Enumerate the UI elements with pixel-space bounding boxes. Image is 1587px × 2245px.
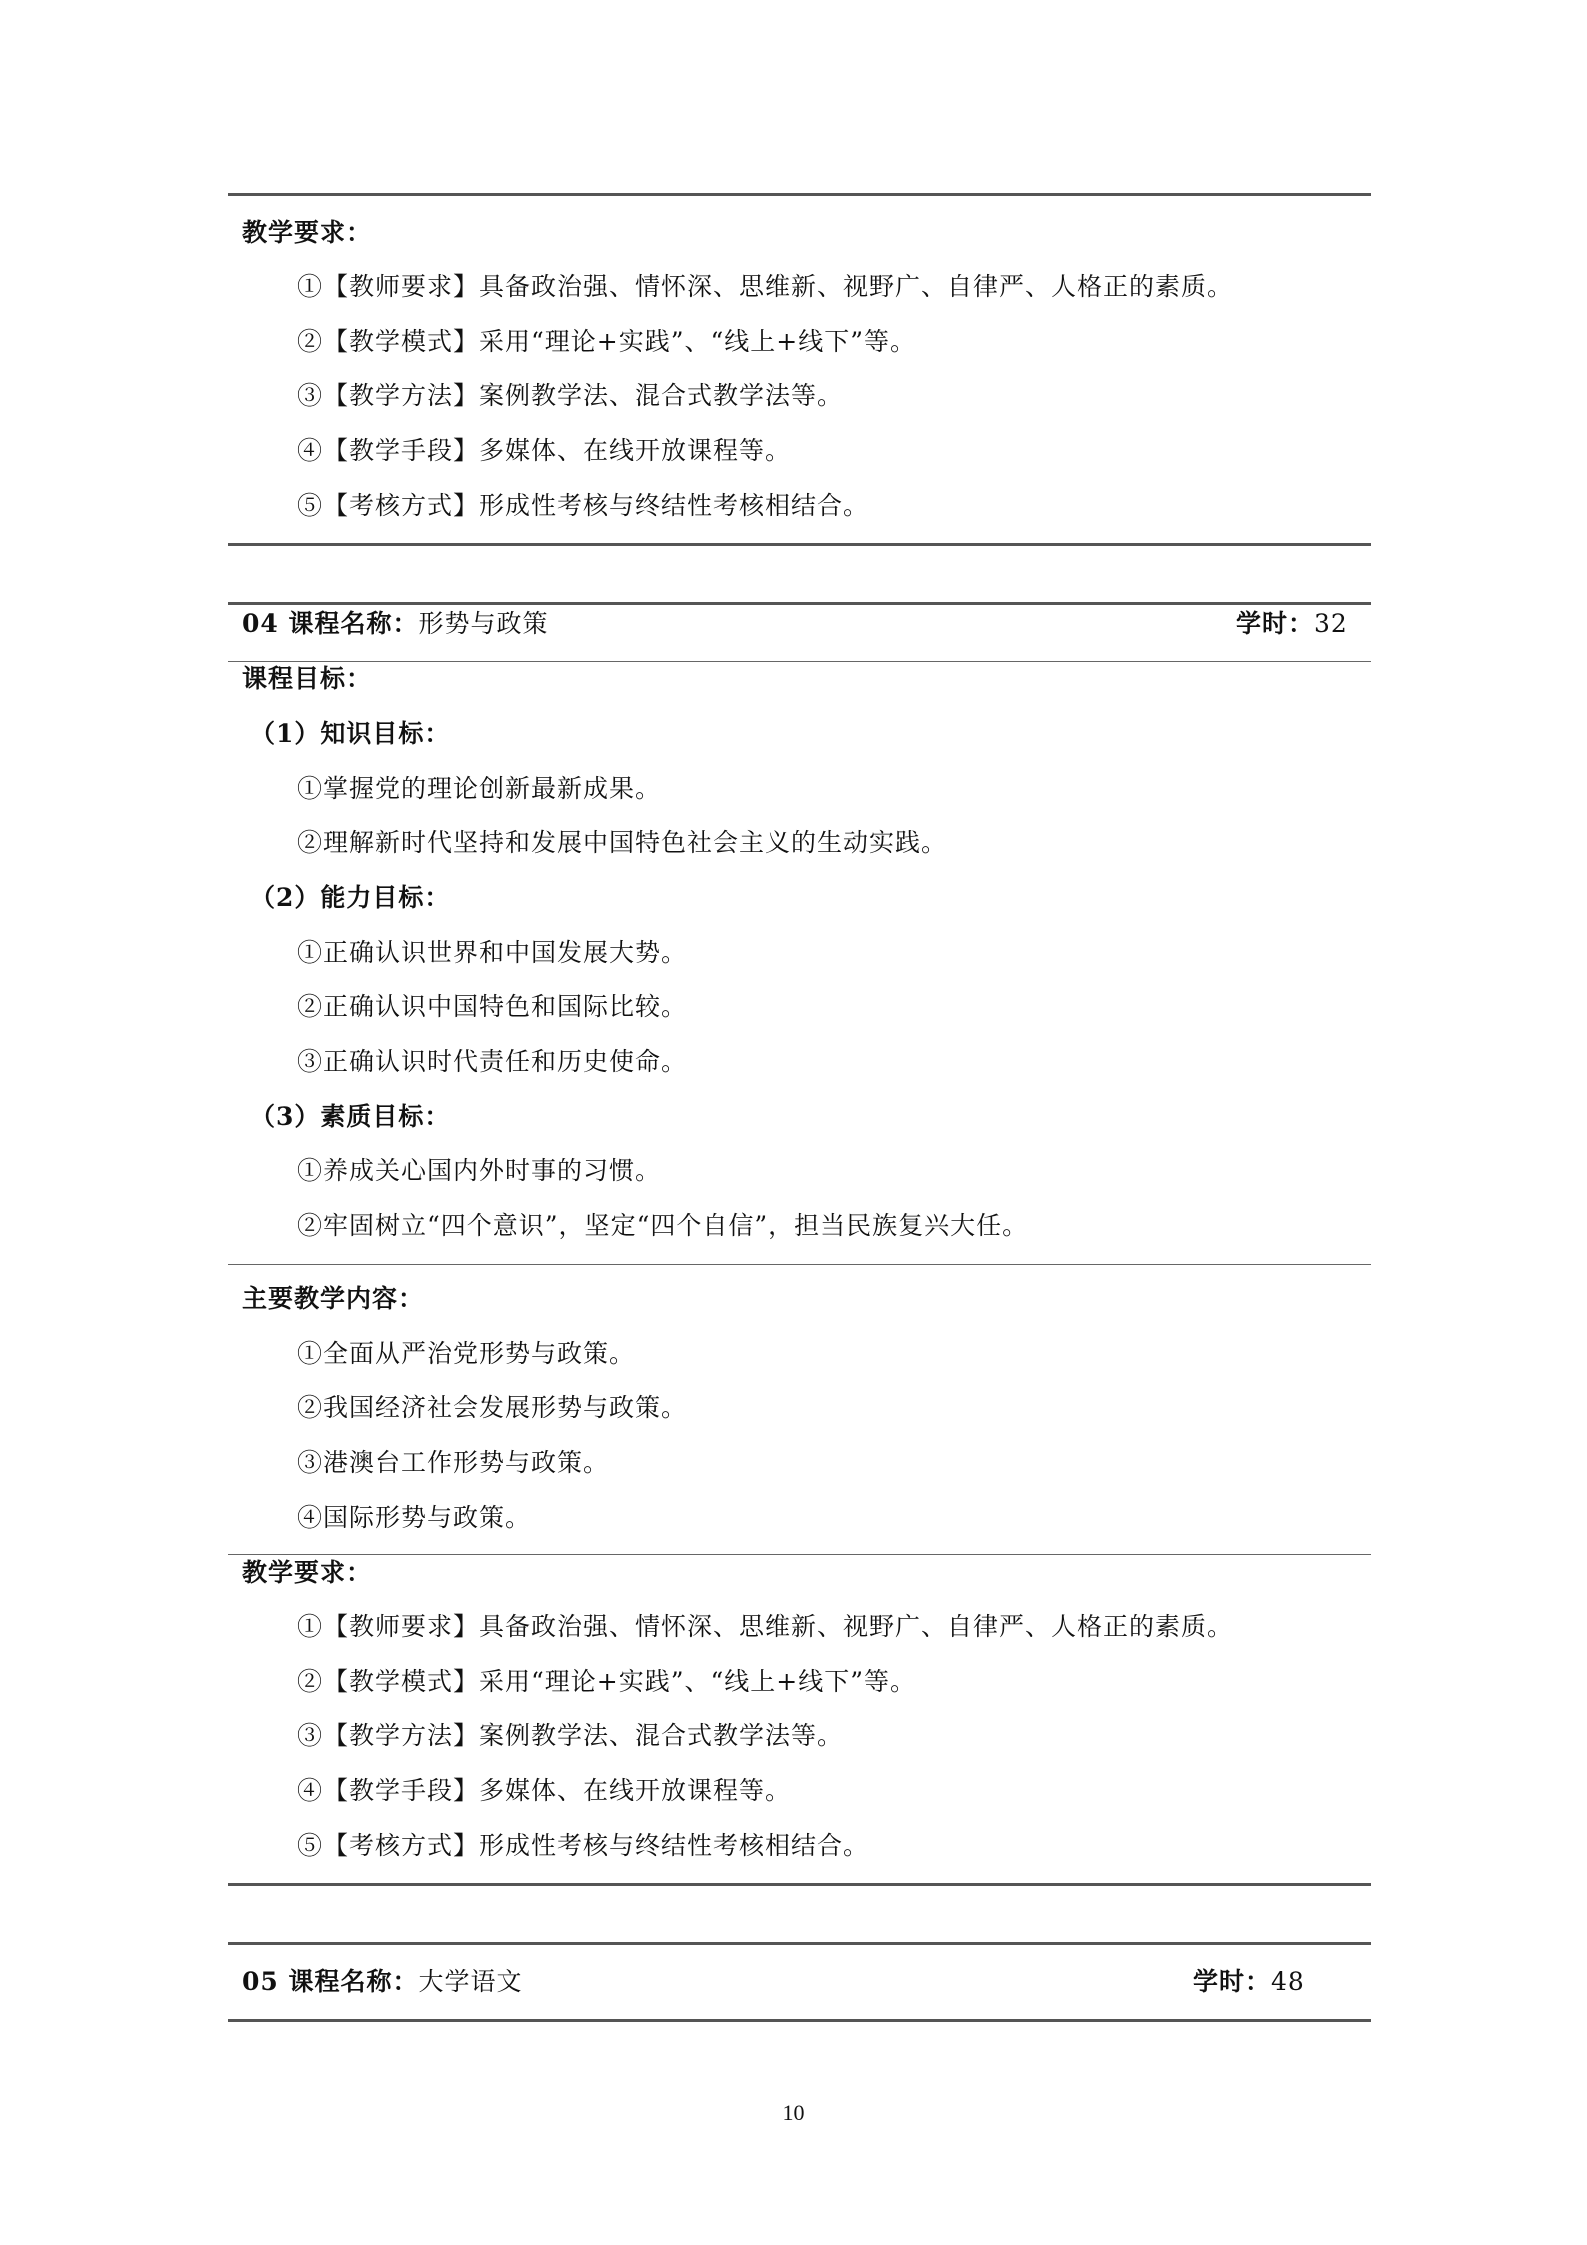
- row-divider: [228, 1554, 1371, 1555]
- quality-item: ②牢固树立“四个意识”，坚定“四个自信”，担当民族复兴大任。: [297, 1211, 1029, 1240]
- course-hours: [1193, 1965, 1305, 1999]
- requirement-item: ⑤【考核方式】形成性考核与终结性考核相结合。: [297, 1831, 870, 1860]
- requirement-item: ②【教学模式】采用“理论+实践”、“线上+线下”等。: [297, 327, 917, 356]
- requirement-item: ①【教师要求】具备政治强、情怀深、思维新、视野广、自律严、人格正的素质。: [297, 1612, 1234, 1641]
- objectives-heading: 课程目标：: [242, 664, 373, 693]
- content-item: ④国际形势与政策。: [297, 1503, 532, 1532]
- content-item: ①全面从严治党形势与政策。: [297, 1339, 636, 1368]
- course-name-label: 05 课程名称：: [242, 1967, 419, 1996]
- page-number: 10: [782, 2100, 805, 2125]
- requirement-item: ①【教师要求】具备政治强、情怀深、思维新、视野广、自律严、人格正的素质。: [297, 272, 1234, 301]
- course-name: 大学语文: [418, 1967, 523, 1996]
- content-item: ③港澳台工作形势与政策。: [297, 1448, 610, 1477]
- course-name: 形势与政策: [418, 609, 549, 638]
- quality-item: ①养成关心国内外时事的习惯。: [297, 1156, 662, 1185]
- requirement-item: ④【教学手段】多媒体、在线开放课程等。: [297, 1776, 792, 1805]
- ability-item: ③正确认识时代责任和历史使命。: [297, 1047, 688, 1076]
- requirement-item: ④【教学手段】多媒体、在线开放课程等。: [297, 436, 792, 465]
- quality-heading: （3）素质目标：: [250, 1102, 451, 1131]
- content-item: ②我国经济社会发展形势与政策。: [297, 1393, 688, 1422]
- table-bottom-rule: [228, 1883, 1371, 1886]
- course-title-row: [242, 1965, 523, 1999]
- table-bottom-rule: [228, 543, 1371, 546]
- table-top-rule: [228, 602, 1371, 605]
- hours-label: 学时：: [1236, 609, 1315, 638]
- course-hours: [1236, 607, 1348, 641]
- ability-item: ②正确认识中国特色和国际比较。: [297, 992, 688, 1021]
- requirements-heading: 教学要求：: [242, 1558, 373, 1587]
- requirements-heading: 教学要求：: [242, 218, 373, 247]
- table-top-rule: [228, 193, 1371, 196]
- requirement-item: ②【教学模式】采用“理论+实践”、“线上+线下”等。: [297, 1667, 917, 1696]
- row-divider: [228, 661, 1371, 662]
- hours-value: 32: [1314, 609, 1348, 638]
- requirement-item: ⑤【考核方式】形成性考核与终结性考核相结合。: [297, 491, 870, 520]
- row-divider: [228, 1264, 1371, 1265]
- hours-value: 48: [1271, 1967, 1305, 1996]
- content-heading: 主要教学内容：: [242, 1284, 425, 1313]
- requirement-item: ③【教学方法】案例教学法、混合式教学法等。: [297, 381, 844, 410]
- hours-label: 学时：: [1193, 1967, 1272, 1996]
- ability-heading: （2）能力目标：: [250, 883, 451, 912]
- table-bottom-rule: [228, 2019, 1371, 2022]
- requirement-item: ③【教学方法】案例教学法、混合式教学法等。: [297, 1721, 844, 1750]
- knowledge-item: ①掌握党的理论创新最新成果。: [297, 774, 662, 803]
- table-top-rule: [228, 1942, 1371, 1945]
- knowledge-item: ②理解新时代坚持和发展中国特色社会主义的生动实践。: [297, 828, 948, 857]
- course-title-row: [242, 607, 549, 641]
- knowledge-heading: （1）知识目标：: [250, 719, 451, 748]
- course-name-label: 04 课程名称：: [242, 609, 419, 638]
- ability-item: ①正确认识世界和中国发展大势。: [297, 938, 688, 967]
